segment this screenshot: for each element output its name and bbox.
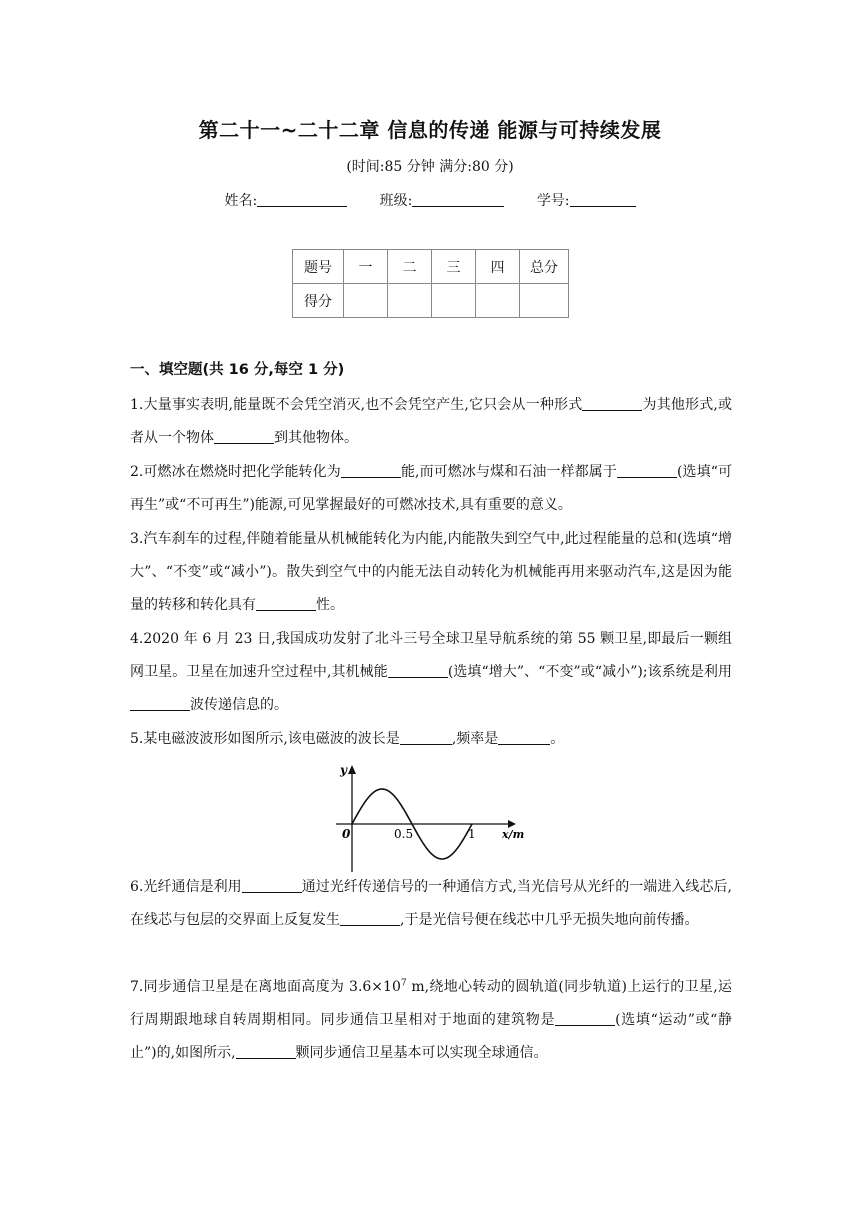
score-header-cell: 二 bbox=[388, 250, 432, 284]
answer-blank bbox=[617, 463, 677, 478]
score-header-cell: 总分 bbox=[520, 250, 569, 284]
score-cell bbox=[432, 284, 476, 318]
x-axis-arrow bbox=[508, 820, 516, 828]
student-info-row bbox=[0, 190, 860, 210]
score-header-cell: 一 bbox=[344, 250, 388, 284]
name-field bbox=[224, 190, 347, 210]
score-table-header-row bbox=[293, 250, 569, 284]
answer-blank bbox=[582, 396, 642, 411]
exam-duration-score: (时间:85 分钟 满分:80 分) bbox=[346, 159, 514, 175]
question-6: 6.光纤通信是利用 通过光纤传递信号的一种通信方式,当光信号从光纤的一端进入线芯后,在线芯与包层的交界面上反复发生 ,于是光信号便在线芯中几乎无损失地向前传播。 bbox=[130, 879, 733, 928]
score-header-cell: 四 bbox=[476, 250, 520, 284]
score-cell bbox=[520, 284, 569, 318]
answer-blank bbox=[256, 596, 316, 611]
answer-blank bbox=[341, 463, 401, 478]
answer-blank bbox=[388, 663, 448, 678]
tick-label-half: 0.5 bbox=[394, 827, 414, 841]
answer-blank bbox=[340, 911, 400, 926]
answer-blank bbox=[498, 730, 550, 745]
y-axis-arrow bbox=[348, 765, 356, 774]
answer-blank bbox=[214, 429, 274, 444]
page-title: 第二十一~二十二章 信息的传递 能源与可持续发展 bbox=[198, 118, 662, 142]
answer-blank bbox=[242, 878, 302, 893]
score-header-cell: 三 bbox=[432, 250, 476, 284]
score-cell bbox=[476, 284, 520, 318]
origin-label: 0 bbox=[342, 827, 351, 841]
question-4: 4.2020 年 6 月 23 日,我国成功发射了北斗三号全球卫星导航系统的第 55 颗卫星,即最后一颗组网卫星。卫星在加速升空过程中,其机械能 (选填“增大”、“不变”或“减小”);该系统是利用波传递信息的。 bbox=[130, 631, 732, 713]
class-blank bbox=[412, 192, 504, 207]
id-label: 学号: bbox=[536, 193, 570, 209]
answer-blank bbox=[400, 730, 452, 745]
answer-blank bbox=[555, 1011, 615, 1026]
x-axis-label: x/m bbox=[502, 828, 525, 841]
score-header-cell: 题号 bbox=[293, 250, 344, 284]
section-heading: 一、填空题(共 16 分,每空 1 分) bbox=[130, 362, 345, 378]
answer-blank bbox=[130, 696, 190, 711]
question-5: 5.某电磁波波形如图所示,该电磁波的波长是 ,频率是 。 bbox=[130, 731, 565, 747]
tick-label-one: 1 bbox=[468, 827, 476, 841]
score-table bbox=[292, 249, 569, 318]
score-cell bbox=[344, 284, 388, 318]
answer-blank bbox=[236, 1044, 296, 1059]
question-2: 2.可燃冰在燃烧时把化学能转化为 能,而可燃冰与煤和石油一样都属于 (选填“可再生”或“不可再生”)能源,可见掌握最好的可燃冰技术,具有重要的意义。 bbox=[130, 464, 732, 513]
id-field bbox=[537, 190, 636, 210]
name-label: 姓名: bbox=[224, 193, 258, 209]
question-1: 1.大量事实表明,能量既不会凭空消灭,也不会凭空产生,它只会从一种形式 为其他形式,或者从一个物体 到其他物体。 bbox=[130, 397, 732, 446]
wave-figure bbox=[330, 760, 540, 875]
id-blank bbox=[570, 192, 636, 207]
question-3: 3.汽车刹车的过程,伴随着能量从机械能转化为内能,内能散失到空气中,此过程能量的总和(选填“增大”、“不变”或“减小”)。散失到空气中的内能无法自动转化为机械能再用来驱动汽车,这是因为能量的转移和转化具有 性。 bbox=[130, 531, 732, 613]
score-row-label: 得分 bbox=[293, 284, 344, 318]
y-axis-label: y bbox=[340, 763, 347, 777]
question-7: 7.同步通信卫星是在离地面高度为 $3.6\times 10^7$ m,绕地心转动的圆轨道(同步轨道)上运行的卫星,运行周期跟地球自转周期相同。同步通信卫星相对于地面的建筑物是 (选填“运动”或“静止”)的,如图所示, 颗同步通信卫星基本可以实现全球通信。 bbox=[130, 978, 732, 1061]
class-label: 班级: bbox=[379, 193, 413, 209]
class-field bbox=[380, 190, 505, 210]
score-cell bbox=[388, 284, 432, 318]
score-table-score-row bbox=[293, 284, 569, 318]
name-blank bbox=[257, 192, 347, 207]
